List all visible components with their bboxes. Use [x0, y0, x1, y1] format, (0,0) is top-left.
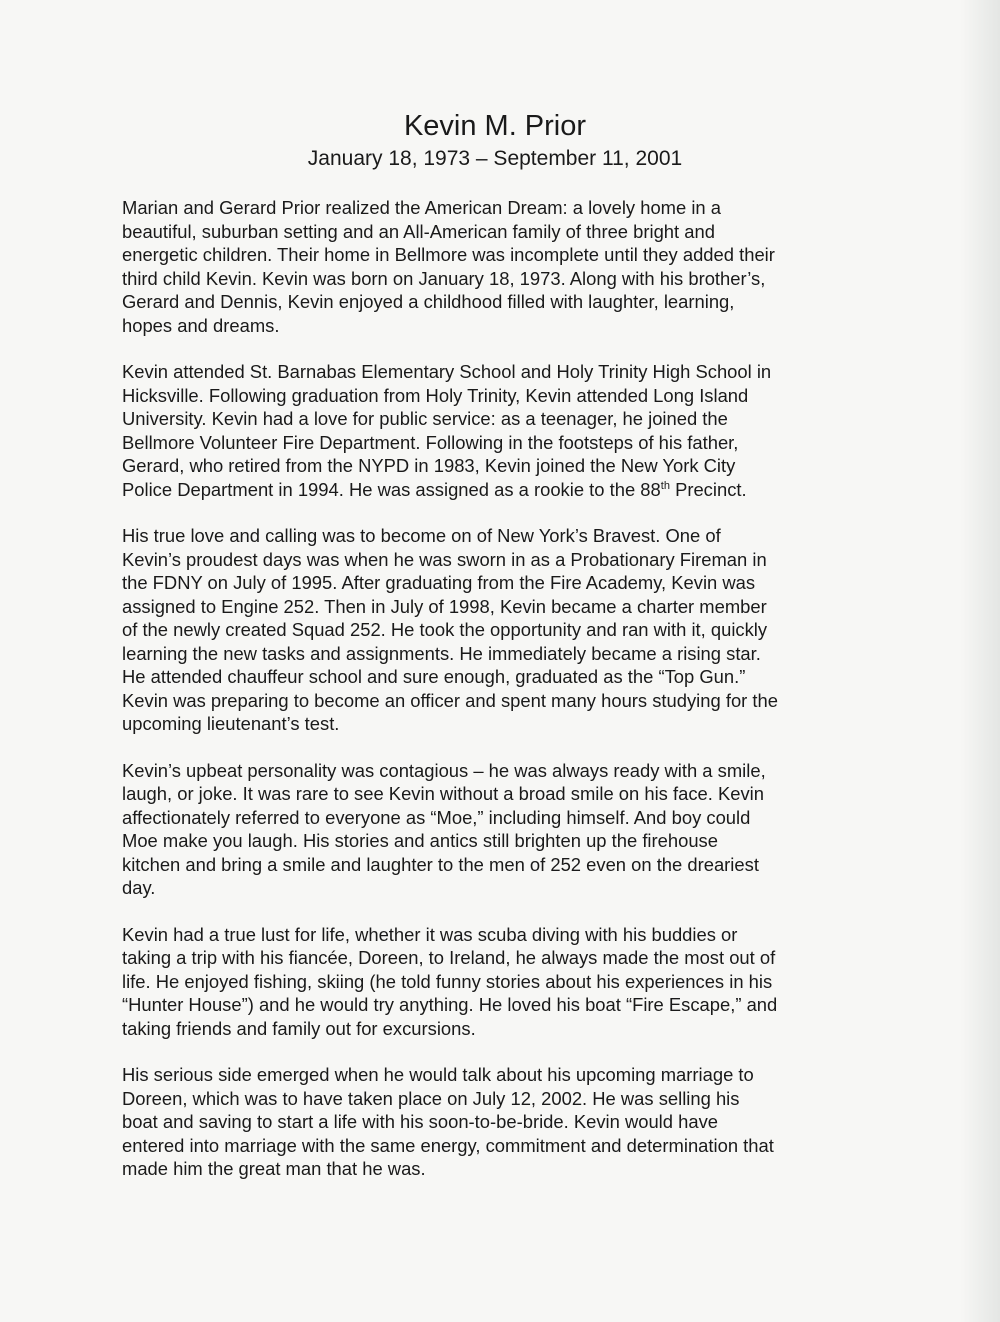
document-body: [122, 196, 872, 1204]
life-dates: January 18, 1973 – September 11, 2001: [307, 147, 683, 170]
page-edge-shadow: [960, 0, 1000, 1322]
paragraph-lust-for-life: Kevin had a true lust for life, whether it was scuba diving with his buddies or taking a trip with his fiancée, Doreen, to Ireland, he always made the most out of life. He enjoyed fishing, skiing (he told funny stories about his experiences in his “Hunter House”) and he would try anything. He loved his boat “Fire Escape,” and taking friends and family out for excursions.: [122, 923, 778, 1039]
paragraph-education-police: [122, 360, 872, 501]
paragraph-education-police-end: Precinct.: [669, 478, 747, 500]
paragraph-education-police-text: Kevin attended St. Barnabas Elementary School and Holy Trinity High School in Hicksville. Following graduation from Holy Trinity, Kevin attended Long Island University. Kevin had a love for public service: as a teenager, he joined the Bellmore Volunteer Fire Department. Following in the footsteps of his father, Gerard, who retired from the NYPD in 1983, Kevin joined the New York City Police Department in 1994. He was assigned as a rookie to the 88: [122, 361, 772, 500]
paragraph-fdny-career: His true love and calling was to become on of New York’s Bravest. One of Kevin’s proudest days was when he was sworn in as a Probationary Fireman in the FDNY on July of 1995. After graduating from the Fire Academy, Kevin was assigned to Engine 252. Then in July of 1998, Kevin became a charter member of the newly created Squad 252. He took the opportunity and ran with it, quickly learning the new tasks and assignments. He immediately became a rising star. He attended chauffeur school and sure enough, graduated as the “Top Gun.” Kevin was preparing to become an officer and spent many hours studying for the upcoming lieutenant’s test.: [122, 525, 778, 734]
ordinal-superscript: th: [660, 479, 670, 492]
paragraph-marriage: His serious side emerged when he would talk about his upcoming marriage to Doreen, which was to have taken place on July 12, 2002. He was selling his boat and saving to start a life with his soon-to-be-bride. Kevin would have entered into marriage with the same energy, commitment and determination that made him the great man that he was.: [122, 1064, 774, 1179]
paragraph-personality: Kevin’s upbeat personality was contagious – he was always ready with a smile, laugh, or joke. It was rare to see Kevin without a broad smile on his face. Kevin affectionately referred to everyone as “Moe,” including himself. And boy could Moe make you laugh. His stories and antics still brighten up the firehouse kitchen and bring a smile and laughter to the men of 252 even on the dreariest day.: [122, 759, 766, 898]
paragraph-childhood: Marian and Gerard Prior realized the American Dream: a lovely home in a beautiful, suburban setting and an All-American family of three bright and energetic children. Their home in Bellmore was incomplete until they added their third child Kevin. Kevin was born on January 18, 1973. Along with his brother’s, Gerard and Dennis, Kevin enjoyed a childhood filled with laughter, learning, hopes and dreams.: [122, 197, 775, 336]
document-title: Kevin M. Prior: [403, 110, 587, 142]
